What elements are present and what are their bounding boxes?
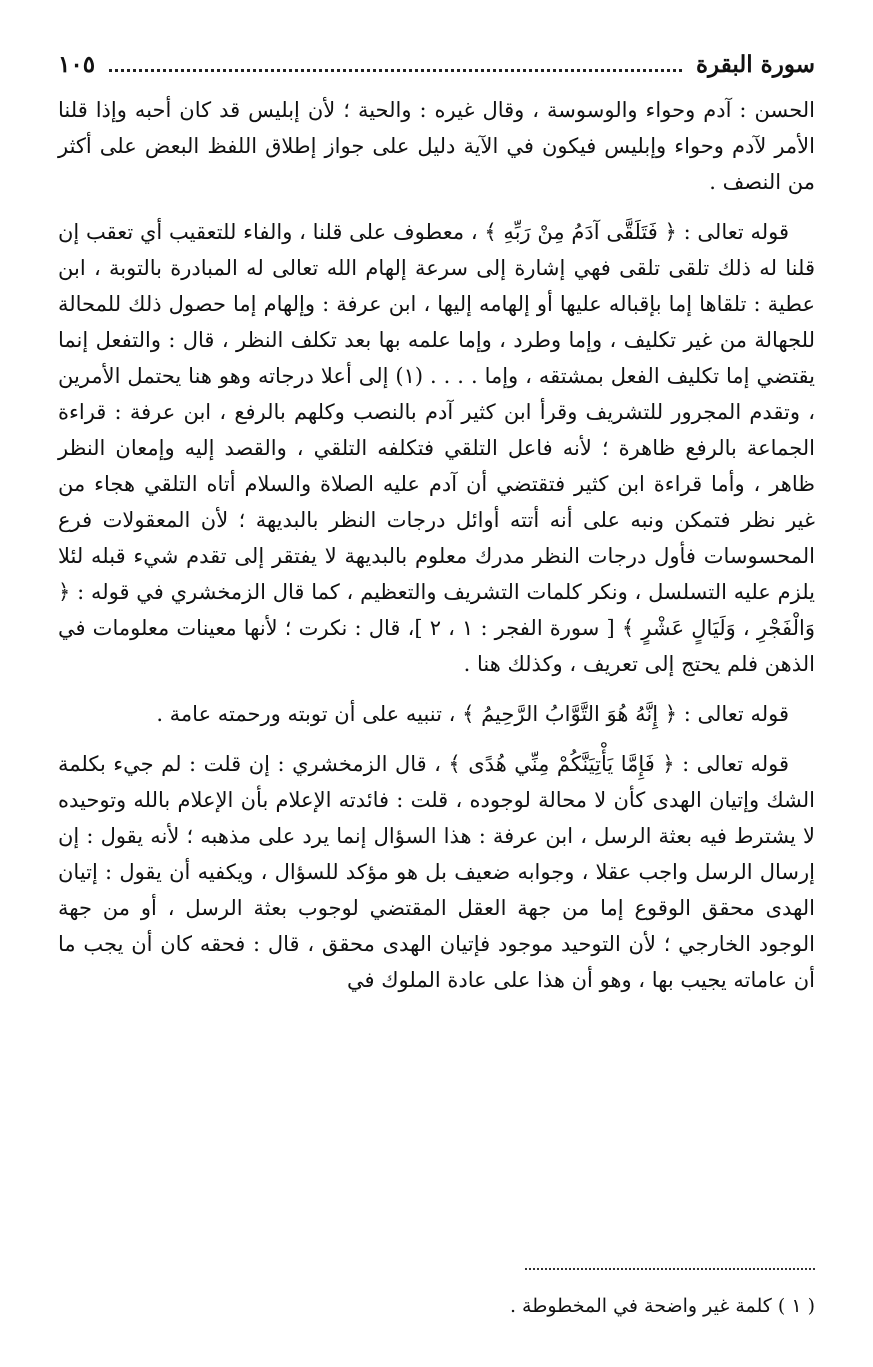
- dotted-leader: [109, 69, 682, 72]
- paragraph-4: قوله تعالى : ﴿ فَإِمَّا يَأْتِيَنَّكُمْ مِنِّي هُدًى ﴾ ، قال الزمخشري : إن قلت : لم جيء بكلمة الشك وإتيان الهدى كأن لا محالة لوجوده ، قلت : فائدته الإعلام بأن الإعلام بالله وتوحيده لا يشترط فيه بعثة الرسل ، ابن عرفة : هذا السؤال إنما يرد على مذهبه ؛ لأنه يقول : إن إرسال الرسل واجب عقلا ، وجوابه ضعيف بل هو مؤكد للسؤال ، ويكفيه أن يقول : إتيان الهدى محقق الوقوع إما من جهة العقل المقتضي لوجوب بعثة الرسل ، أو من جهة الوجود الخارجي ؛ لأن التوحيد موجود فإتيان الهدى محقق ، قال : فحقه كان أن يجب ما أن عاماته يجيب بها ، وهو أن هذا على عادة الملوك في: [58, 752, 815, 992]
- surah-title: سورة البقرة: [695, 50, 815, 78]
- footnote: ( ١ ) كلمة غير واضحة في المخطوطة .: [509, 1295, 815, 1317]
- paragraph-3: قوله تعالى : ﴿ إِنَّهُ هُوَ التَّوَّابُ الرَّحِيمُ ﴾ ، تنبيه على أن توبته ورحمته عامة .: [156, 702, 789, 726]
- paragraph-1: الحسن : آدم وحواء والوسوسة ، وقال غيره : والحية ؛ لأن إبليس قد كان أحبه وإذا قلنا الأمر لآدم وحواء وإبليس فيكون في الآية دليل على جواز إطلاق اللفظ البعض على أكثر من النصف .: [58, 98, 815, 194]
- body-text: [58, 92, 815, 998]
- paragraph-2: قوله تعالى : ﴿ فَتَلَقَّى آدَمُ مِنْ رَبِّهِ ﴾ ، معطوف على قلنا ، والفاء للتعقيب أي تعقب إن قلنا له ذلك تلقى تلقى فهي إشارة إلى سرعة إلهام الله تعالى له المبادرة بالتوبة ، ابن عطية : تلقاها إما بإقباله عليها أو إلهامه إليها ، ابن عرفة : وإلهام إما حصول ذلك للمحالة للجهالة من غير تكليف ، وإما وطرد ، وإما علمه بها بعد تكلف النظر ، قال : والتفعل إنما يقتضي إما تكليف الفعل بمشتقه ، وإما . . . . (١) إلى أعلا درجاته وهو هنا يحتمل الأمرين ، وتقدم المجرور للتشريف وقرأ ابن كثير آدم بالنصب وكلهم بالرفع ، ابن عرفة : قراءة الجماعة بالرفع ظاهرة ؛ لأنه فاعل التلقي فتكلفه التلقي ، والقصد إليه وإمعان النظر ظاهر ، وأما قراءة ابن كثير فتقتضي أن آدم عليه الصلاة والسلام أتاه التلقي هجاء من غير نظر فتمكن ونبه على أنه أتته أوائل درجات النظر بالبديهة ؛ لأن المعقولات فرع المحسوسات فأول درجات النظر مدرك معلوم بالبديهة لا يفتقر إلى تقدم شيء قبله لئلا يلزم عليه التسلسل ، ونكر كلمات التشريف والتعظيم ، كما قال الزمخشري في قوله : ﴿ وَالْفَجْرِ ، وَلَيَالٍ عَشْرٍ ﴾ [ سورة الفجر : ١ ، ٢ ]، قال : نكرت ؛ لأنها معينات معلومات في الذهن فلم يحتج إلى تعريف ، وكذلك هنا .: [58, 220, 815, 676]
- running-head: [58, 44, 815, 84]
- footnote-separator: [525, 1268, 815, 1270]
- page-number: ١٠٥: [58, 50, 96, 78]
